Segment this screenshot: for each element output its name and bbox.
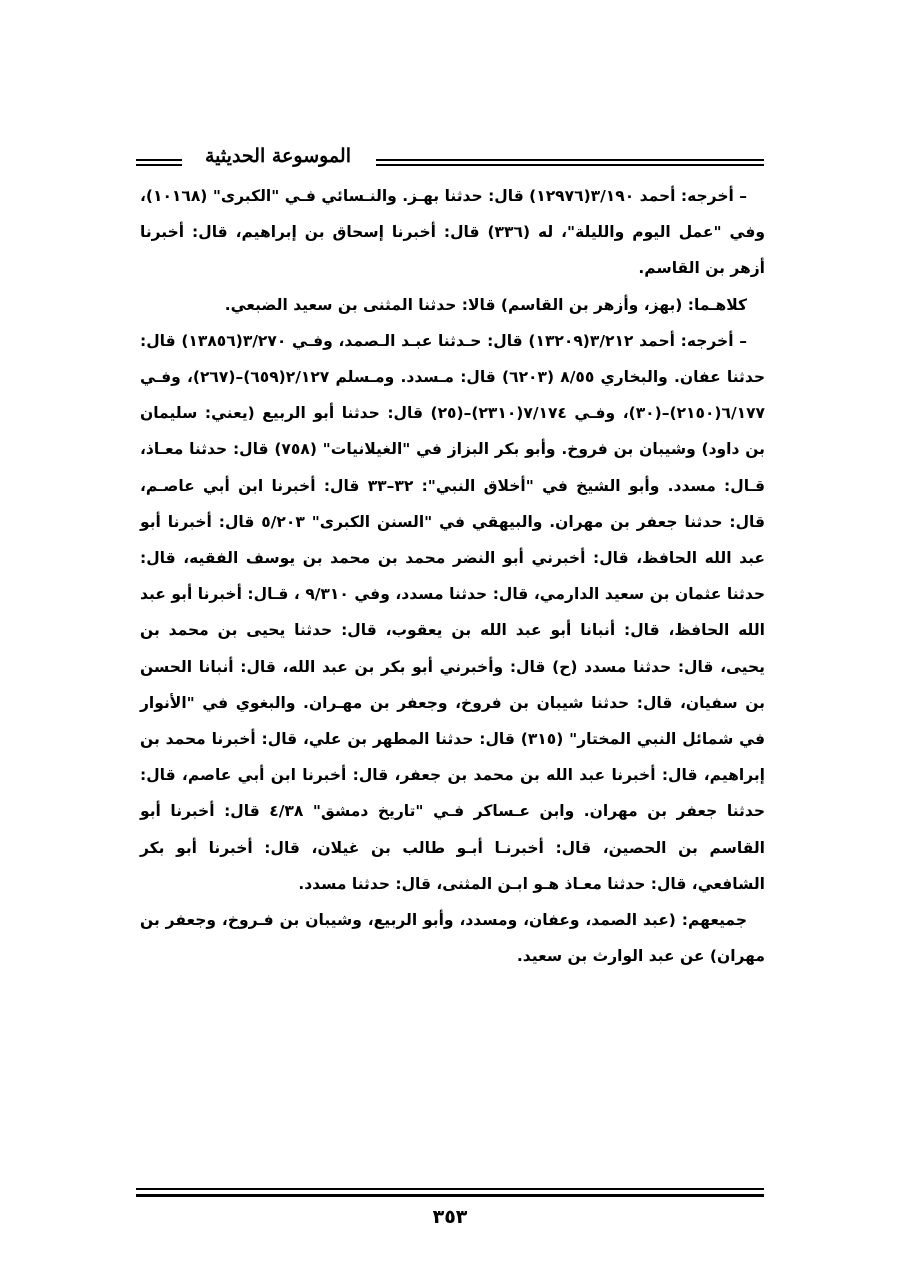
paragraph-takhrij-2: – أخرجه: أحمد ٣/٢١٢(١٣٢٠٩) قال: حـدثنا عبـد الـصمد، وفـي ٣/٢٧٠(١٣٨٥٦) قال: حدثنا عفان. والبخاري ٨/٥٥ (٦٢٠٣) قال: مـسدد. ومـسلم ٢/١٢٧(٦٥٩)–(٢٦٧)، وفـي ٦/١٧٧(٢١٥٠)–(٣٠)، وفـي ٧/١٧٤(٢٣١٠)–(٢٥) قال: حدثنا أبو الربيع (يعني: سليمان بن داود) وشيبان بن فروخ. وأبو بكر البزاز في "الغيلانيات" (٧٥٨) قال: حدثنا معـاذ، قـال: مسدد. وأبو الشيخ في "أخلاق النبي": ٣٢–٣٣ قال: أخبرنا ابن أبي عاصـم، قال: حدثنا جعفر بن مهران. والبيهقي في "السنن الكبرى" ٥/٢٠٣ قال: أخبرنا أبو عبد الله الحافظ، قال: أخبرني أبو النضر محمد بن محمد بن يوسف الفقيه، قال: حدثنا عثمان بن سعيد الدارمي، قال: حدثنا مسدد، وفي ٩/٣١٠ ، قـال: أخبرنا أبو عبد الله الحافظ، قال: أنبانا أبو عبد الله بن يعقوب، قال: حدثنا يحيى بن محمد بن يحيى، قال: حدثنا مسدد (ح) قال: وأخبرني أبو بكر بن عبد الله، قال: أنبانا الحسن بن سفيان، قال: حدثنا شيبان بن فروخ، وجعفر بن مهـران. والبغوي في "الأنوار في شمائل النبي المختار" (٣١٥) قال: حدثنا المطهر بن علي، قال: أخبرنا محمد بن إبراهيم، قال: أخبرنا عبد الله بن محمد بن جعفر، قال: أخبرنا ابن أبي عاصم، قال: حدثنا جعفر بن مهران. وابن عـساكر فـي "تاريخ دمشق" ٤/٣٨ قال: أخبرنا أبو القاسم بن الحصين، قال: أخبرنـا أبـو طالب بن غيلان، قال: أخبرنا أبو بكر الشافعي، قال: حدثنا معـاذ هـو ابـن المثنى، قال: حدثنا مسدد. (140, 331, 766, 893)
running-header (136, 143, 764, 179)
paragraph-summary-1: كلاهـما: (بهز، وأزهر بن القاسم) قالا: حدثنا المثنى بن سعيد الضبعي. (224, 295, 747, 314)
header-rule-left (136, 159, 182, 166)
paragraph-summary-2: جميعهم: (عبد الصمد، وعفان، ومسدد، وأبو الربيع، وشيبان بن فـروخ، وجعفر بن مهران) عن عبد الوارث بن سعيد. (140, 911, 765, 966)
header-title: الموسوعة الحديثية (205, 145, 351, 167)
paragraph-takhrij-1: – أخرجه: أحمد ٣/١٩٠(١٢٩٧٦) قال: حدثنا بهـز. والنـسائي فـي "الكبرى" (١٠١٦٨)، وفي "عمل اليوم والليلة"، له (٣٣٦) قال: أخبرنا إسحاق بن إبراهيم، قال: أخبرنا أزهر بن القاسم. (140, 187, 766, 278)
page-number: ٣٥٣ (432, 1206, 468, 1228)
body-text (140, 178, 765, 974)
footer-rule (136, 1188, 764, 1197)
header-rule-right (376, 159, 764, 166)
